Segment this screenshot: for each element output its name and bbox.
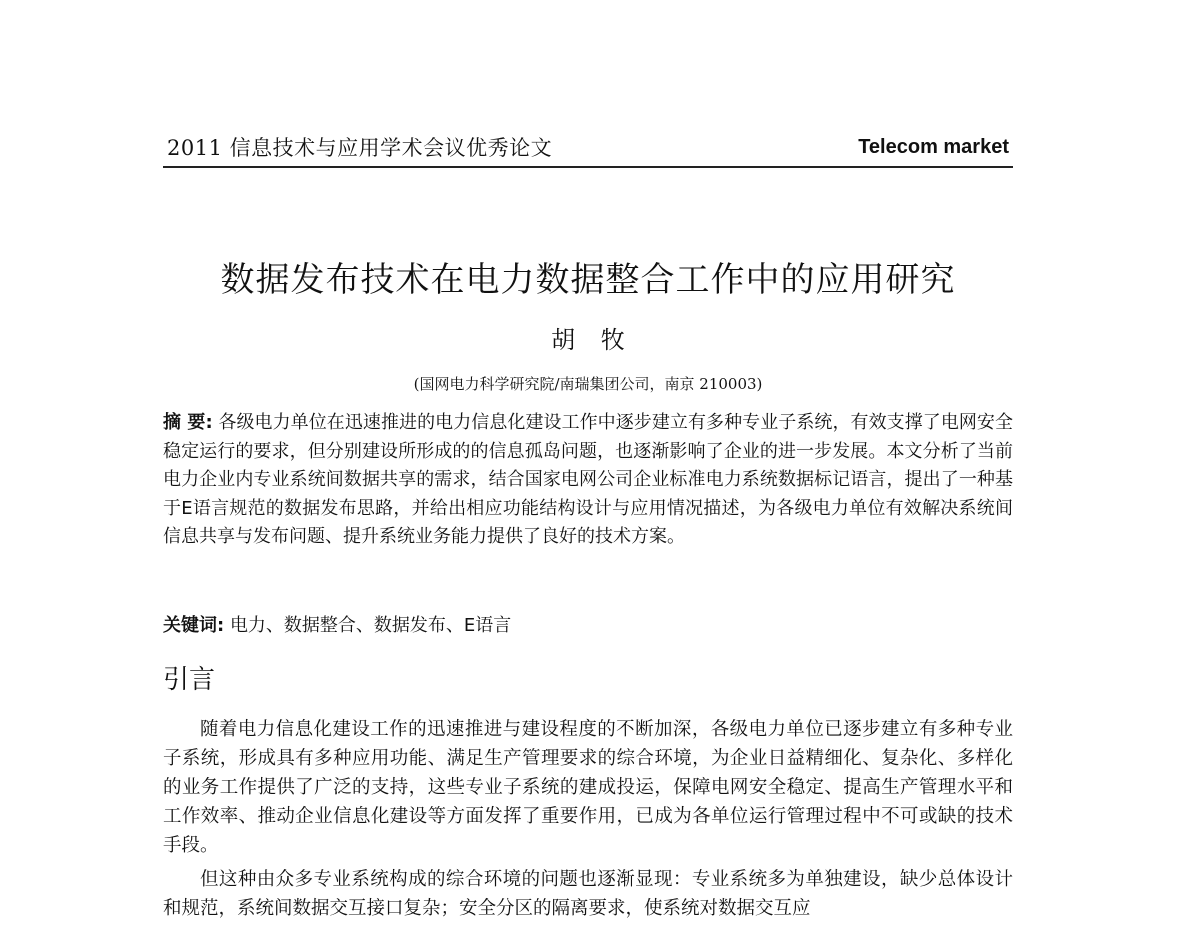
abstract bbox=[163, 409, 1013, 552]
header-conference-name: 2011 信息技术与应用学术会议优秀论文 bbox=[167, 136, 553, 160]
header-journal-name: Telecom market bbox=[858, 136, 1009, 158]
keywords-label: 关键词: bbox=[163, 615, 225, 636]
abstract-text: 各级电力单位在迅速推进的电力信息化建设工作中逐步建立有多种专业子系统，有效支撑了电网安全稳定运行的要求，但分别建设所形成的的信息孤岛问题，也逐渐影响了企业的进一步发展。本文分析了当前电力企业内专业系统间数据共享的需求，结合国家电网公司企业标准电力系统数据标记语言，提出了一种基于E语言规范的数据发布思路，并给出相应功能结构设计与应用情况描述，为各级电力单位有效解决系统间信息共享与发布问题、提升系统业务能力提供了良好的技术方案。 bbox=[163, 412, 1013, 547]
abstract-label: 摘 要: bbox=[163, 412, 213, 433]
running-header bbox=[163, 128, 1013, 168]
body-paragraph: 但这种由众多专业系统构成的综合环境的问题也逐渐显现：专业系统多为单独建设，缺少总体设计和规范，系统间数据交互接口复杂；安全分区的隔离要求，使系统对数据交互应 bbox=[163, 869, 1013, 919]
keywords-text: 电力、数据整合、数据发布、E语言 bbox=[229, 615, 512, 636]
paper-author: 胡 牧 bbox=[551, 326, 625, 354]
body-paragraph: 随着电力信息化建设工作的迅速推进与建设程度的不断加深，各级电力单位已逐步建立有多种专业子系统，形成具有多种应用功能、满足生产管理要求的综合环境，为企业日益精细化、复杂化、多样化的业务工作提供了广泛的支持，这些专业子系统的建成投运，保障电网安全稳定、提高生产管理水平和工作效率、推动企业信息化建设等方面发挥了重要作用，已成为各单位运行管理过程中不可或缺的技术手段。 bbox=[163, 719, 1013, 856]
keywords bbox=[163, 611, 1013, 637]
paper-title: 数据发布技术在电力数据整合工作中的应用研究 bbox=[220, 260, 956, 300]
introduction-body bbox=[163, 715, 1013, 928]
paper-affiliation: (国网电力科学研究院/南瑞集团公司，南京 210003) bbox=[413, 375, 763, 393]
section-heading-introduction: 引言 bbox=[163, 665, 216, 695]
